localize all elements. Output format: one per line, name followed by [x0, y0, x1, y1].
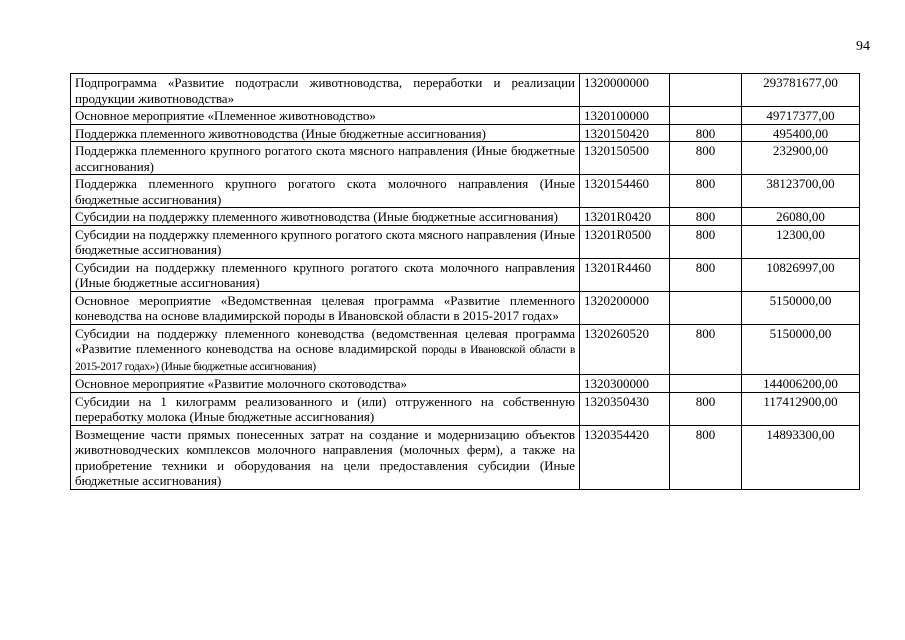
table-row	[71, 208, 860, 226]
row-sum: 38123700,00	[742, 175, 860, 208]
row-name: Подпрограмма «Развитие подотрасли животноводства, переработки и реализации продукции животноводства»	[71, 74, 580, 107]
row-type: 800	[670, 225, 742, 258]
table-row	[71, 175, 860, 208]
row-sum: 49717377,00	[742, 107, 860, 125]
table-row	[71, 258, 860, 291]
row-type: 800	[670, 175, 742, 208]
row-type: 800	[670, 258, 742, 291]
row-type: 800	[670, 324, 742, 375]
row-type	[670, 291, 742, 324]
row-sum: 495400,00	[742, 124, 860, 142]
row-sum: 14893300,00	[742, 425, 860, 489]
row-name: Субсидии на поддержку племенного животноводства (Иные бюджетные ассигнования)	[71, 208, 580, 226]
row-sum: 293781677,00	[742, 74, 860, 107]
row-code: 1320150420	[580, 124, 670, 142]
row-code: 13201R4460	[580, 258, 670, 291]
row-sum: 117412900,00	[742, 392, 860, 425]
row-code: 13201R0420	[580, 208, 670, 226]
row-type	[670, 107, 742, 125]
row-name: Субсидии на поддержку племенного крупного рогатого скота молочного направления (Иные бюджетные ассигнования)	[71, 258, 580, 291]
table-row	[71, 324, 860, 375]
row-name: Основное мероприятие «Развитие молочного скотоводства»	[71, 375, 580, 393]
row-type: 800	[670, 392, 742, 425]
row-code: 1320000000	[580, 74, 670, 107]
row-code: 1320300000	[580, 375, 670, 393]
row-code: 13201R0500	[580, 225, 670, 258]
row-name-part-condensed: породы в Ивановской области в 2015-2017 годах») (Иные бюджетные ассигнования)	[75, 343, 575, 373]
row-name: Субсидии на 1 килограмм реализованного и (или) отгруженного на собственную переработку молока (Иные бюджетные ассигнования)	[71, 392, 580, 425]
table-row	[71, 107, 860, 125]
row-sum: 144006200,00	[742, 375, 860, 393]
row-name: Поддержка племенного крупного рогатого скота молочного направления (Иные бюджетные ассигнования)	[71, 175, 580, 208]
row-name: Субсидии на поддержку племенного крупного рогатого скота мясного направления (Иные бюджетные ассигнования)	[71, 225, 580, 258]
row-name: Поддержка племенного животноводства (Иные бюджетные ассигнования)	[71, 124, 580, 142]
row-code: 1320150500	[580, 142, 670, 175]
table-row	[71, 291, 860, 324]
table-row	[71, 225, 860, 258]
row-name: Основное мероприятие «Ведомственная целевая программа «Развитие племенного коневодства на основе владимирской породы в Ивановской области в 2015-2017 годах»	[71, 291, 580, 324]
row-type	[670, 74, 742, 107]
row-sum: 10826997,00	[742, 258, 860, 291]
row-name: Возмещение части прямых понесенных затрат на создание и модернизацию объектов животноводческих комплексов молочного направления (молочных ферм), а также на приобретение техники и оборудования на цели предоставления субсидии (Иные бюджетные ассигнования)	[71, 425, 580, 489]
row-code: 1320154460	[580, 175, 670, 208]
budget-table	[70, 73, 860, 490]
row-type: 800	[670, 425, 742, 489]
row-sum: 5150000,00	[742, 324, 860, 375]
table-row	[71, 425, 860, 489]
row-code: 1320354420	[580, 425, 670, 489]
row-name: Основное мероприятие «Племенное животноводство»	[71, 107, 580, 125]
row-code: 1320260520	[580, 324, 670, 375]
table-row	[71, 375, 860, 393]
row-type: 800	[670, 142, 742, 175]
row-type: 800	[670, 124, 742, 142]
row-name	[71, 324, 580, 375]
row-name-part: Субсидии на поддержку племенного коневодства (ведомственная целевая программа «Развитие племенного коневодства на основе владимирской	[75, 325, 575, 356]
row-sum: 12300,00	[742, 225, 860, 258]
row-sum: 5150000,00	[742, 291, 860, 324]
row-type: 800	[670, 208, 742, 226]
table-row	[71, 142, 860, 175]
row-code: 1320100000	[580, 107, 670, 125]
row-sum: 232900,00	[742, 142, 860, 175]
table-row	[71, 74, 860, 107]
row-name: Поддержка племенного крупного рогатого скота мясного направления (Иные бюджетные ассигнования)	[71, 142, 580, 175]
page-number: 94	[856, 39, 870, 54]
row-code: 1320350430	[580, 392, 670, 425]
row-type	[670, 375, 742, 393]
row-code: 1320200000	[580, 291, 670, 324]
row-sum: 26080,00	[742, 208, 860, 226]
table-row	[71, 124, 860, 142]
table-row	[71, 392, 860, 425]
